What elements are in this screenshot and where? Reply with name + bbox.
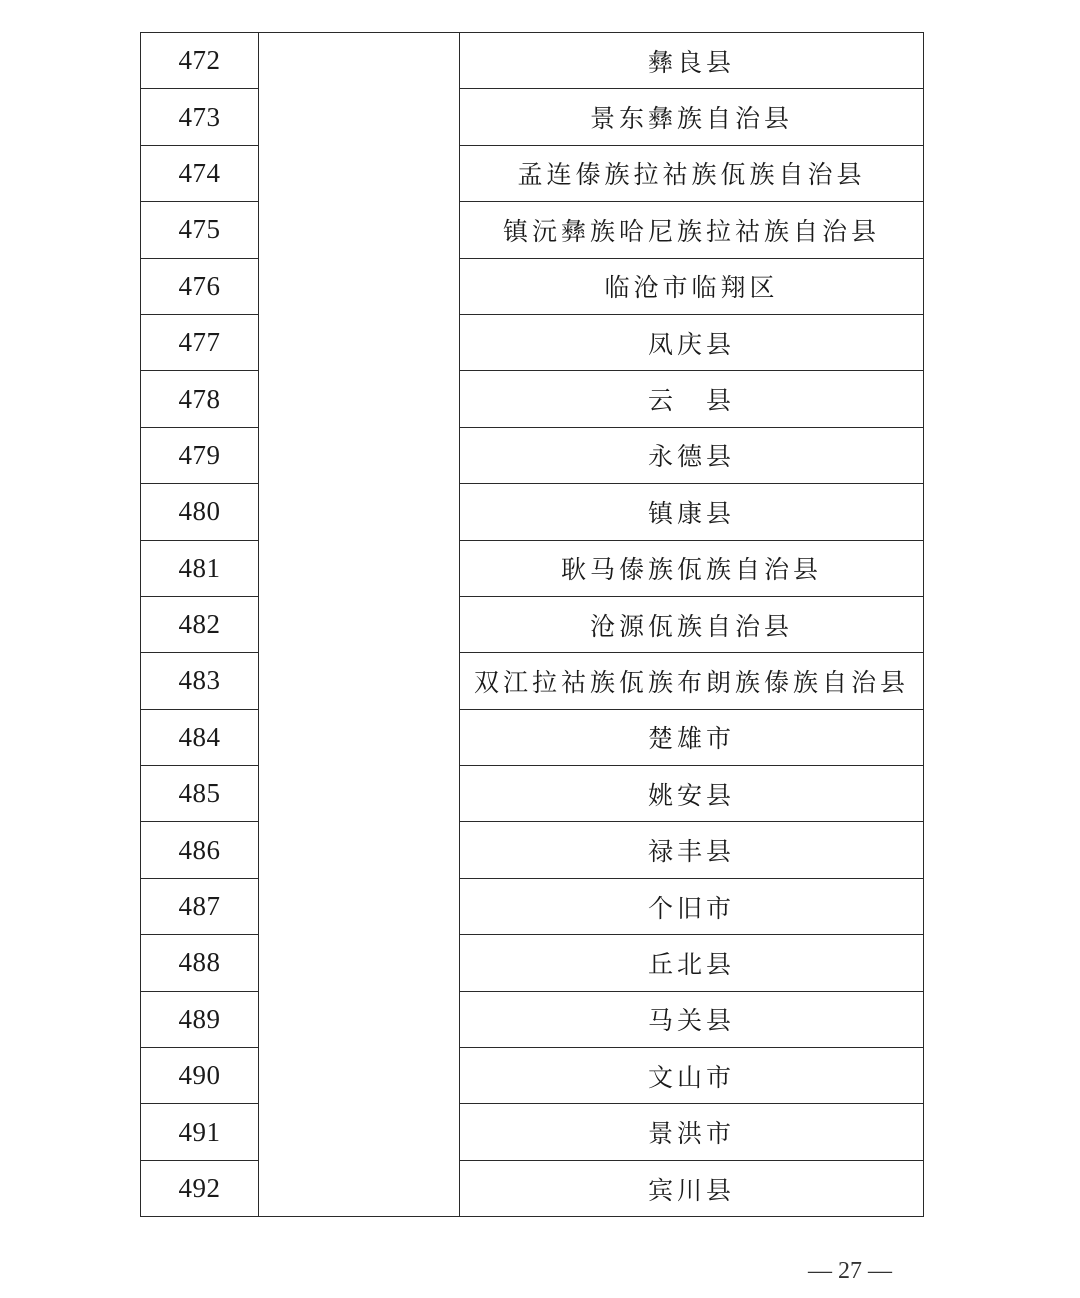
row-number: 475 xyxy=(141,202,259,258)
county-name: 耿马傣族佤族自治县 xyxy=(460,540,924,596)
region-cell xyxy=(259,878,460,934)
table-row xyxy=(141,596,924,652)
region-cell xyxy=(259,1160,460,1216)
table-row xyxy=(141,1104,924,1160)
region-cell xyxy=(259,709,460,765)
region-cell xyxy=(259,935,460,991)
table-row xyxy=(141,258,924,314)
page-number: — 27 — xyxy=(808,1258,892,1284)
row-number: 479 xyxy=(141,427,259,483)
table-row xyxy=(141,1048,924,1104)
region-cell xyxy=(259,540,460,596)
table-row xyxy=(141,314,924,370)
row-number: 476 xyxy=(141,258,259,314)
region-cell xyxy=(259,822,460,878)
row-number: 482 xyxy=(141,596,259,652)
row-number: 488 xyxy=(141,935,259,991)
county-name: 楚雄市 xyxy=(460,709,924,765)
county-name: 沧源佤族自治县 xyxy=(460,596,924,652)
row-number: 473 xyxy=(141,89,259,145)
table-row xyxy=(141,653,924,709)
table-row xyxy=(141,484,924,540)
table-body xyxy=(141,33,924,1217)
region-cell xyxy=(259,1104,460,1160)
region-cell xyxy=(259,371,460,427)
county-list-table xyxy=(140,32,924,1217)
county-name: 景东彝族自治县 xyxy=(460,89,924,145)
row-number: 486 xyxy=(141,822,259,878)
table-row xyxy=(141,427,924,483)
table-row xyxy=(141,935,924,991)
row-number: 489 xyxy=(141,991,259,1047)
row-number: 483 xyxy=(141,653,259,709)
region-cell xyxy=(259,1048,460,1104)
region-cell xyxy=(259,33,460,89)
county-name: 景洪市 xyxy=(460,1104,924,1160)
county-name: 宾川县 xyxy=(460,1160,924,1216)
region-cell xyxy=(259,314,460,370)
region-cell xyxy=(259,258,460,314)
county-name: 彝良县 xyxy=(460,33,924,89)
table-row xyxy=(141,540,924,596)
row-number: 474 xyxy=(141,145,259,201)
county-name: 个旧市 xyxy=(460,878,924,934)
region-cell xyxy=(259,991,460,1047)
row-number: 481 xyxy=(141,540,259,596)
region-cell xyxy=(259,202,460,258)
row-number: 472 xyxy=(141,33,259,89)
table-row xyxy=(141,89,924,145)
county-name: 丘北县 xyxy=(460,935,924,991)
county-name: 永德县 xyxy=(460,427,924,483)
table-row xyxy=(141,878,924,934)
region-cell xyxy=(259,596,460,652)
region-cell xyxy=(259,89,460,145)
row-number: 492 xyxy=(141,1160,259,1216)
region-cell xyxy=(259,145,460,201)
row-number: 485 xyxy=(141,766,259,822)
row-number: 478 xyxy=(141,371,259,427)
county-name: 姚安县 xyxy=(460,766,924,822)
table-row xyxy=(141,145,924,201)
table-row xyxy=(141,766,924,822)
county-name: 镇沅彝族哈尼族拉祜族自治县 xyxy=(460,202,924,258)
county-name: 云 县 xyxy=(460,371,924,427)
table-row xyxy=(141,709,924,765)
county-name: 文山市 xyxy=(460,1048,924,1104)
row-number: 480 xyxy=(141,484,259,540)
row-number: 491 xyxy=(141,1104,259,1160)
table-row xyxy=(141,33,924,89)
county-name: 马关县 xyxy=(460,991,924,1047)
county-name: 凤庆县 xyxy=(460,314,924,370)
row-number: 487 xyxy=(141,878,259,934)
row-number: 477 xyxy=(141,314,259,370)
county-name: 孟连傣族拉祜族佤族自治县 xyxy=(460,145,924,201)
row-number: 484 xyxy=(141,709,259,765)
region-cell xyxy=(259,653,460,709)
table-row xyxy=(141,822,924,878)
table-row xyxy=(141,991,924,1047)
county-name: 双江拉祜族佤族布朗族傣族自治县 xyxy=(460,653,924,709)
region-cell xyxy=(259,766,460,822)
row-number: 490 xyxy=(141,1048,259,1104)
table-row xyxy=(141,202,924,258)
table-row xyxy=(141,371,924,427)
region-cell xyxy=(259,427,460,483)
county-name: 禄丰县 xyxy=(460,822,924,878)
region-cell xyxy=(259,484,460,540)
county-name: 临沧市临翔区 xyxy=(460,258,924,314)
county-name: 镇康县 xyxy=(460,484,924,540)
table-row xyxy=(141,1160,924,1216)
